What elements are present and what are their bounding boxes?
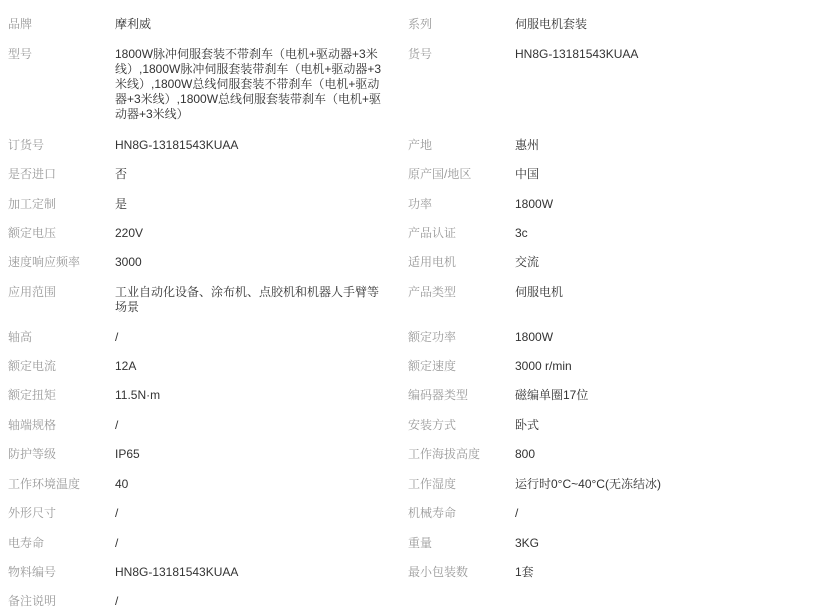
spec-value: 40 (115, 477, 129, 491)
spec-label: 轴高 (8, 330, 33, 344)
spec-value: / (115, 594, 119, 608)
spec-label: 型号 (8, 47, 33, 61)
spec-label: 额定扭矩 (8, 388, 57, 402)
spec-value: 摩利威 (115, 17, 152, 31)
spec-label: 外形尺寸 (8, 506, 57, 520)
spec-label: 工作海拔高度 (408, 447, 481, 461)
spec-value: / (115, 330, 119, 344)
spec-label: 工作湿度 (408, 477, 457, 491)
spec-label: 防护等级 (8, 447, 57, 461)
spec-label: 产地 (408, 138, 433, 152)
spec-label: 物料编号 (8, 565, 57, 579)
spec-label: 原产国/地区 (408, 167, 472, 181)
spec-label: 货号 (408, 47, 433, 61)
spec-label: 订货号 (8, 138, 45, 152)
spec-label: 产品认证 (408, 226, 457, 240)
spec-value: 3000 (115, 255, 142, 269)
spec-label: 速度响应频率 (8, 255, 81, 269)
spec-value: 伺服电机 (515, 285, 564, 299)
spec-value: 工业自动化设备、涂布机、点胶机和机器人手臂等场景 (115, 285, 380, 314)
spec-label: 品牌 (8, 17, 33, 31)
spec-label: 加工定制 (8, 197, 57, 211)
spec-value: 12A (115, 359, 137, 373)
spec-value: 是 (115, 197, 128, 211)
spec-label: 安装方式 (408, 418, 457, 432)
spec-label: 额定功率 (408, 330, 457, 344)
spec-value: 卧式 (515, 418, 540, 432)
spec-value: 中国 (515, 167, 540, 181)
spec-value: IP65 (115, 447, 140, 461)
spec-value: 3KG (515, 536, 540, 550)
spec-value: 220V (115, 226, 144, 240)
spec-value: 3000 r/min (515, 359, 572, 373)
spec-value: / (115, 506, 119, 520)
spec-value: 交流 (515, 255, 540, 269)
spec-label: 应用范围 (8, 285, 57, 299)
spec-value: / (115, 536, 119, 550)
spec-value: 惠州 (515, 138, 540, 152)
spec-value: 1800W (515, 197, 554, 211)
spec-label: 机械寿命 (408, 506, 457, 520)
spec-label: 重量 (408, 536, 433, 550)
spec-label: 编码器类型 (408, 388, 469, 402)
spec-label: 功率 (408, 197, 433, 211)
spec-value: / (115, 418, 119, 432)
spec-label: 产品类型 (408, 285, 457, 299)
spec-label: 是否进口 (8, 167, 57, 181)
spec-value: 1800W (515, 330, 554, 344)
spec-value: 否 (115, 167, 128, 181)
spec-value: HN8G-13181543KUAA (515, 47, 639, 61)
spec-label: 额定电压 (8, 226, 57, 240)
spec-label: 电寿命 (8, 536, 45, 550)
spec-value: / (515, 506, 519, 520)
spec-value: 1800W脉冲伺服套装不带刹车（电机+驱动器+3米线）,1800W脉冲伺服套装带刹车（电机+驱动器+3米线）,1800W总线伺服套装不带刹车（电机+驱动器+3米线）,1800W总线伺服套装带刹车（电机+驱动器+3米线） (115, 47, 382, 121)
spec-label: 轴端规格 (8, 418, 57, 432)
spec-label: 工作环境温度 (8, 477, 81, 491)
spec-value: HN8G-13181543KUAA (115, 138, 239, 152)
spec-value: 3c (515, 226, 528, 240)
spec-label: 额定速度 (408, 359, 457, 373)
spec-label: 适用电机 (408, 255, 457, 269)
spec-value: 磁编单圈17位 (515, 388, 589, 402)
spec-value: 1套 (515, 565, 534, 579)
spec-label: 备注说明 (8, 594, 57, 608)
spec-value: 800 (515, 447, 536, 461)
spec-value: 伺服电机套装 (515, 17, 588, 31)
spec-value: 运行时0°C~40°C(无冻结冰) (515, 477, 661, 491)
spec-value: 11.5N·m (115, 388, 161, 402)
spec-label: 额定电流 (8, 359, 57, 373)
spec-label: 最小包装数 (408, 565, 469, 579)
spec-value: HN8G-13181543KUAA (115, 565, 239, 579)
spec-label: 系列 (408, 17, 433, 31)
